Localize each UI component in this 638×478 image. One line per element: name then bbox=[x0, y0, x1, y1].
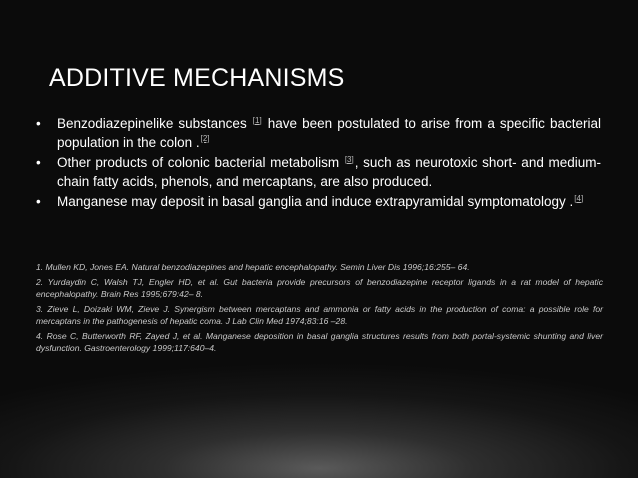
bullet-item-metabolism bbox=[36, 154, 601, 191]
bullet-text-end: have been postulated to arise from a specific bacterial population in the colon . bbox=[57, 116, 602, 150]
citation-link-2[interactable]: [2] bbox=[200, 134, 210, 143]
reference-item-2: 2. Yurdaydin C, Walsh TJ, Engler HD, et al. Gut bacteria provide precursors of benzodiazepine receptor ligands in a rat model of hepatic encephalopathy. Brain Res 1995;679:42– 8. bbox=[36, 277, 603, 299]
bullet-text-start: Other products of colonic bacterial metabolism bbox=[57, 155, 344, 170]
bullet-marker: • bbox=[36, 116, 41, 131]
citation-link-4[interactable]: [4] bbox=[574, 193, 584, 203]
reference-item-3: 3. Zieve L, Doizaki WM, Zieve J. Synergism between mercaptans and ammonia or fatty acids in the production of coma: a possible role for mercaptans in the pathogenesis of hepatic coma. J Lab Clin Med 1974;83:16 –28. bbox=[36, 304, 603, 326]
bullet-item-benzodiazepine bbox=[36, 115, 601, 152]
reference-item-4: 4. Rose C, Butterworth RF, Zayed J, et al. Manganese deposition in basal ganglia structures results from both portal-systemic shunting and liver dysfunction. Gastroenterology 1999;117:640–4. bbox=[36, 331, 603, 353]
bullet-text-end: , such as neurotoxic short- and medium-chain fatty acids, phenols, and mercaptans, are also produced. bbox=[57, 155, 601, 189]
slide-title: ADDITIVE MECHANISMS bbox=[49, 64, 345, 92]
bullet-list bbox=[36, 115, 601, 214]
bullet-text-start: Manganese may deposit in basal ganglia and induce extrapyramidal symptomatology . bbox=[57, 194, 574, 209]
citation-link-1[interactable]: [1] bbox=[252, 115, 262, 125]
reference-item-1: 1. Mullen KD, Jones EA. Natural benzodiazepines and hepatic encephalopathy. Semin Liver Dis 1996;16:255– 64. bbox=[36, 262, 470, 272]
citation-link-3[interactable]: [3] bbox=[344, 154, 354, 164]
bullet-text-start: Benzodiazepinelike substances bbox=[57, 116, 252, 131]
bullet-item-manganese bbox=[36, 193, 601, 212]
bullet-marker: • bbox=[36, 194, 41, 209]
reference-list bbox=[36, 261, 603, 357]
bullet-marker: • bbox=[36, 155, 41, 170]
